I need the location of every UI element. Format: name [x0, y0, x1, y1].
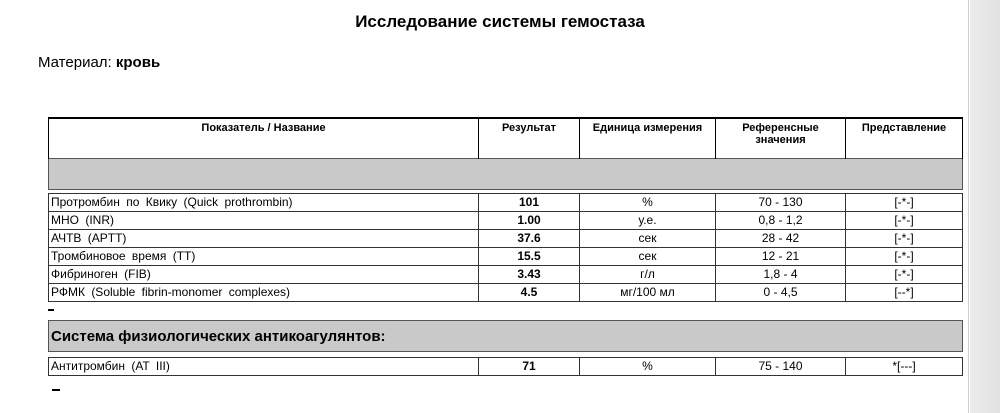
table-row: [49, 284, 963, 302]
table-row: [49, 230, 963, 248]
table-row: [49, 248, 963, 266]
material-value: кровь: [115, 54, 161, 71]
page-background-edge: [970, 0, 1000, 413]
presentation-marker: [-*-]: [846, 266, 963, 284]
unit-value: сек: [580, 230, 716, 248]
table-row: [49, 194, 963, 212]
result-value: 37.6: [479, 230, 580, 248]
parameter-name: Антитромбин (AT III): [49, 358, 479, 376]
result-value: 1.00: [479, 212, 580, 230]
result-value: 71: [479, 358, 580, 376]
reference-range: 75 - 140: [716, 358, 846, 376]
reference-range: 28 - 42: [716, 230, 846, 248]
unit-value: %: [580, 358, 716, 376]
table-row: [49, 266, 963, 284]
parameter-name: Протромбин по Квику (Quick prothrombin): [49, 194, 479, 212]
result-value: 3.43: [479, 266, 580, 284]
header-reference: Референсные значения: [716, 118, 846, 159]
presentation-marker: *[---]: [846, 358, 963, 376]
unit-value: сек: [580, 248, 716, 266]
document-title: Исследование системы гемостаза: [355, 12, 645, 31]
reference-range: 70 - 130: [716, 194, 846, 212]
reference-range: 1,8 - 4: [716, 266, 846, 284]
hemostasis-results-table: [48, 117, 963, 302]
parameter-name: Тромбиновое время (TT): [49, 248, 479, 266]
reference-range: 0 - 4,5: [716, 284, 846, 302]
presentation-marker: [-*-]: [846, 230, 963, 248]
header-result: Результат: [479, 118, 580, 159]
unit-value: г/л: [580, 266, 716, 284]
unit-value: у.е.: [580, 212, 716, 230]
section-title: Система физиологических антикоагулянтов:: [49, 321, 963, 352]
header-unit: Единица измерения: [580, 118, 716, 159]
parameter-name: Фибриноген (FIB): [49, 266, 479, 284]
table-row: [49, 212, 963, 230]
parameter-name: АЧТВ (APTT): [49, 230, 479, 248]
table-header-row: [49, 118, 963, 159]
parameter-name: РФМК (Soluble fibrin-monomer complexes): [49, 284, 479, 302]
unit-value: %: [580, 194, 716, 212]
dash-mark: [52, 389, 60, 391]
dash-mark: [48, 309, 54, 311]
presentation-marker: [-*-]: [846, 194, 963, 212]
presentation-marker: [-*-]: [846, 248, 963, 266]
result-value: 101: [479, 194, 580, 212]
material-line: [38, 54, 160, 71]
page-edge-line: [968, 0, 969, 413]
section-header: [49, 321, 963, 352]
anticoagulants-table: [48, 320, 963, 376]
result-value: 15.5: [479, 248, 580, 266]
material-label: Материал:: [38, 54, 112, 71]
presentation-marker: [-*-]: [846, 212, 963, 230]
reference-range: 12 - 21: [716, 248, 846, 266]
header-presentation: Представление: [846, 118, 963, 159]
result-value: 4.5: [479, 284, 580, 302]
reference-range: 0,8 - 1,2: [716, 212, 846, 230]
presentation-marker: [--*]: [846, 284, 963, 302]
table-row: [49, 358, 963, 376]
unit-value: мг/100 мл: [580, 284, 716, 302]
section-band: [49, 159, 963, 190]
parameter-name: МНО (INR): [49, 212, 479, 230]
header-name: Показатель / Название: [49, 118, 479, 159]
